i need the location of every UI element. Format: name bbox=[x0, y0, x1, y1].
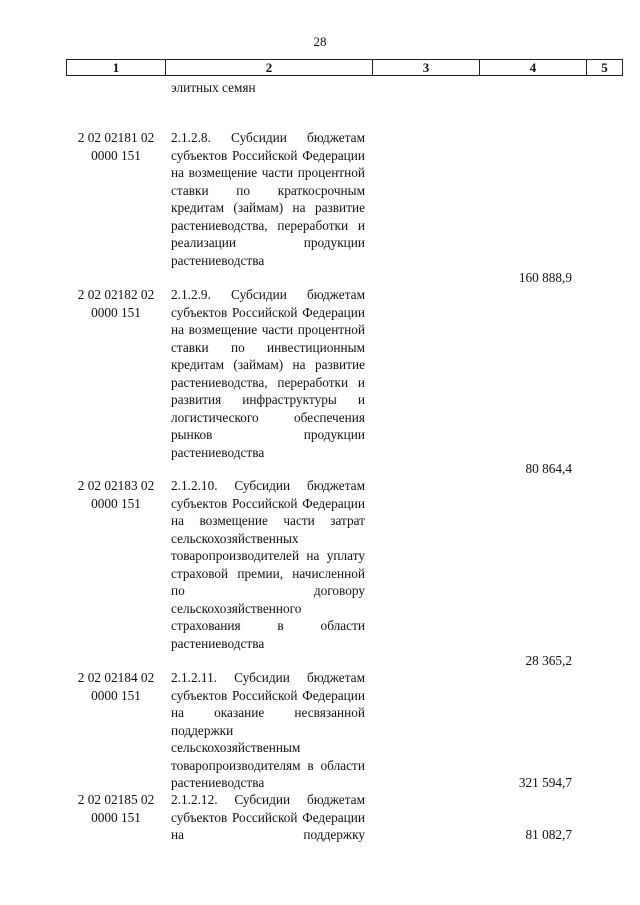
header-col-1: 1 bbox=[112, 60, 120, 75]
row-2-code: 2 02 02182 02 0000 151 bbox=[77, 287, 155, 320]
row-3-description: 2.1.2.10. Субсидии бюджетам субъектов Российской Федерации на возмещение части затрат сельскохозяйственных товаропроизводителей на уплату страховой премии, начисленной по договору сельскохозяйственного страхования в области растениеводства bbox=[171, 478, 365, 651]
row-4-code: 2 02 02184 02 0000 151 bbox=[77, 670, 155, 703]
header-col-2: 2 bbox=[165, 60, 372, 75]
row-4-description: 2.1.2.11. Субсидии бюджетам субъектов Российской Федерации на оказание несвязанной поддержки сельскохозяйственным товаропроизводителям в области растениеводства bbox=[171, 670, 365, 790]
row-1-description: 2.1.2.8. Субсидии бюджетам субъектов Российской Федерации на возмещение части процентной ставки по краткосрочным кредитам (займам) на развитие растениеводства, переработки и реализации продукции растениеводства bbox=[171, 130, 365, 268]
row-5-code: 2 02 02185 02 0000 151 bbox=[77, 792, 155, 825]
row-4-amount: 321 594,7 bbox=[518, 775, 572, 790]
continuation-text: элитных семян bbox=[171, 80, 256, 95]
row-5-amount: 81 082,7 bbox=[525, 827, 572, 842]
row-3-amount: 28 365,2 bbox=[525, 653, 572, 668]
page-number: 28 bbox=[313, 34, 327, 49]
row-5-description: 2.1.2.12. Субсидии бюджетам субъектов Российской Федерации на поддержку bbox=[171, 792, 365, 842]
header-col-5: 5 bbox=[586, 60, 622, 75]
header-col-4: 4 bbox=[479, 60, 586, 75]
row-2-amount: 80 864,4 bbox=[525, 461, 572, 476]
row-3-code: 2 02 02183 02 0000 151 bbox=[77, 478, 155, 511]
row-1-amount: 160 888,9 bbox=[518, 270, 572, 285]
row-1-code: 2 02 02181 02 0000 151 bbox=[77, 130, 155, 163]
row-2-description: 2.1.2.9. Субсидии бюджетам субъектов Российской Федерации на возмещение части процентной ставки по инвестиционным кредитам (займам) на развитие растениеводства, переработки и развития инфраструктуры и логистического обеспечения рынков продукции растениеводства bbox=[171, 287, 365, 460]
header-col-3: 3 bbox=[372, 60, 479, 75]
table-header bbox=[66, 59, 623, 76]
